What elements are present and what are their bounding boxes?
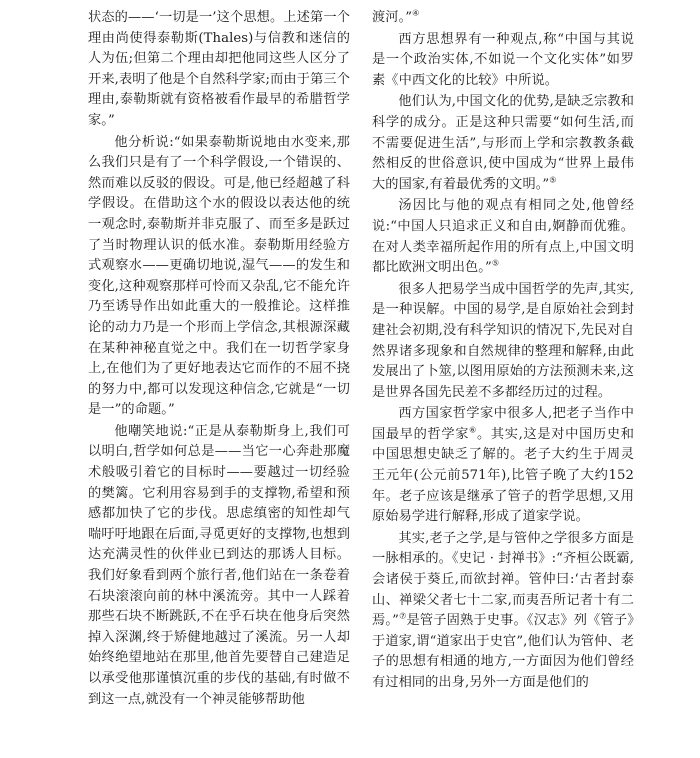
paragraph (372, 196, 634, 278)
paragraph-text: 渡河。” (372, 10, 413, 25)
paragraph (372, 92, 634, 195)
left-column (88, 8, 350, 710)
paragraph-text: 他们认为,中国文化的优势,是缺乏宗教和科学的成分。正是这种只需要“如何生活,而不需要促进生活”,与形而上学和宗教教条截然相反的世俗意识,使中国成为“世界上最伟大的国家,有着最优秀的文明。” (372, 94, 634, 192)
paragraph: 状态的——‘一切是一’这个思想。上述第一个理由尚使得泰勒斯(Thales)与信教和迷信的人为伍;但第二个理由却把他同这些人区分了开来,表明了他是个自然科学家;而由于第三个理由,泰勒斯就有资格被看作最早的希腊哲学家。” (88, 10, 350, 128)
footnote-ref: ⑦ (399, 611, 407, 621)
paragraph-text: 是管子固熟于史事。《汉志》列《管子》于道家,谓“道家出于史官”,他们认为管仲、老子的思想有相通的地方,一方面因为他们曾经有过相同的出身,另外一方面是他们的 (372, 613, 634, 690)
paragraph-text: 西方思想界有一种观点,称“中国与其说是一个政治实体,不如说一个文化实体”如罗素《中西文化的比较》中所说。 (372, 31, 634, 88)
footnote-ref: ④ (412, 8, 420, 18)
footnote-ref: ⑤ (491, 258, 500, 268)
paragraph: 他分析说:“如果泰勒斯说地由水变来,那么我们只是有了一个科学假设,一个错误的、然而难以反驳的假设。可是,他已经超越了科学假设。在借助这个水的假设以表达他的统一观念时,泰勒斯并非克服了、而至多是跃过了当时物理认识的低水准。泰勒斯用经验方式观察水——更确切地说,湿气——的发生和变化,这种观察那样可怜而又杂乱,它不能允许乃至诱导作出如此重大的一般推论。这样推论的动力乃是一个形而上学信念,其根源深藏在某种神秘直觉之中。我们在一切哲学家身上,在他们为了更好地表达它而作的不屈不挠的努力中,都可以发现这种信念,它就是“一切是一”的命题。” (88, 134, 350, 418)
right-column (372, 8, 634, 694)
paragraph: 他嘲笑地说:“正是从泰勒斯身上,我们可以明白,哲学如何总是——当它一心奔赴那魔术般吸引着它的目标时——要越过一切经验的樊篱。它利用容易到手的支撑物,希望和预感都加快了它的步伐。思虑缜密的知性却气喘吁吁地跟在后面,寻觅更好的支撑物,也想到达充满灵性的伙伴业已到达的那诱人目标。我们好象看到两个旅行者,他们站在一条卷着石块滚滚向前的林中溪流旁。其中一人踩着那些石块不断跳跃,不在乎石块在他身后突然掉入深渊,终于矫健地越过了溪流。另一人却始终绝望地站在那里,他首先要替自己建造足以承受他那谨慎沉重的步伐的基础,有时做不到这一点,就没有一个神灵能够帮助他 (88, 423, 350, 707)
paragraph (372, 30, 634, 92)
paragraph-text: 西方国家哲学家中很多人,把老子当作中国最早的哲学家 (372, 406, 634, 442)
paragraph-text: 汤因比与他的观点有相同之处,他曾经说:“中国人只追求正义和自由,婀静而优雅。在对人类幸福所起作用的所有点上,中国文明都比欧洲文明出色。” (372, 198, 634, 276)
paragraph (372, 8, 634, 29)
paragraph (372, 529, 634, 694)
paragraph-text: 。其实,这是对中国历史和中国思想史缺乏了解的。老子大约生于周灵王元年(公元前571年),比管子晚了大约152年。老子应该是继承了管子的哲学思想,又用原始易学进行解释,形成了道家学说。 (372, 426, 634, 525)
paragraph-text: 很多人把易学当成中国哲学的先声,其实,是一种误解。中国的易学,是自原始社会到封建社会初期,没有科学知识的情况下,先民对自然界诸多现象和自然规律的整理和解释,由此发展出了卜筮,以图用原始的方法预测未来,这是世界各国先民差不多都经历过的过程。 (372, 281, 634, 400)
paragraph (372, 404, 634, 528)
paragraph-text: 其实,老子之学,是与管仲之学很多方面是一脉相承的。《史记 · 封禅书》:“齐桓公既霸,会诸侯于葵丘,而欲封禅。管仲曰:‘古者封泰山、禅梁父者七十二家,而夷吾所记者十有二焉。” (372, 530, 634, 629)
footnote-ref: ⑥ (469, 425, 478, 435)
paragraph (372, 280, 634, 404)
footnote-ref: ⑤ (549, 175, 557, 185)
